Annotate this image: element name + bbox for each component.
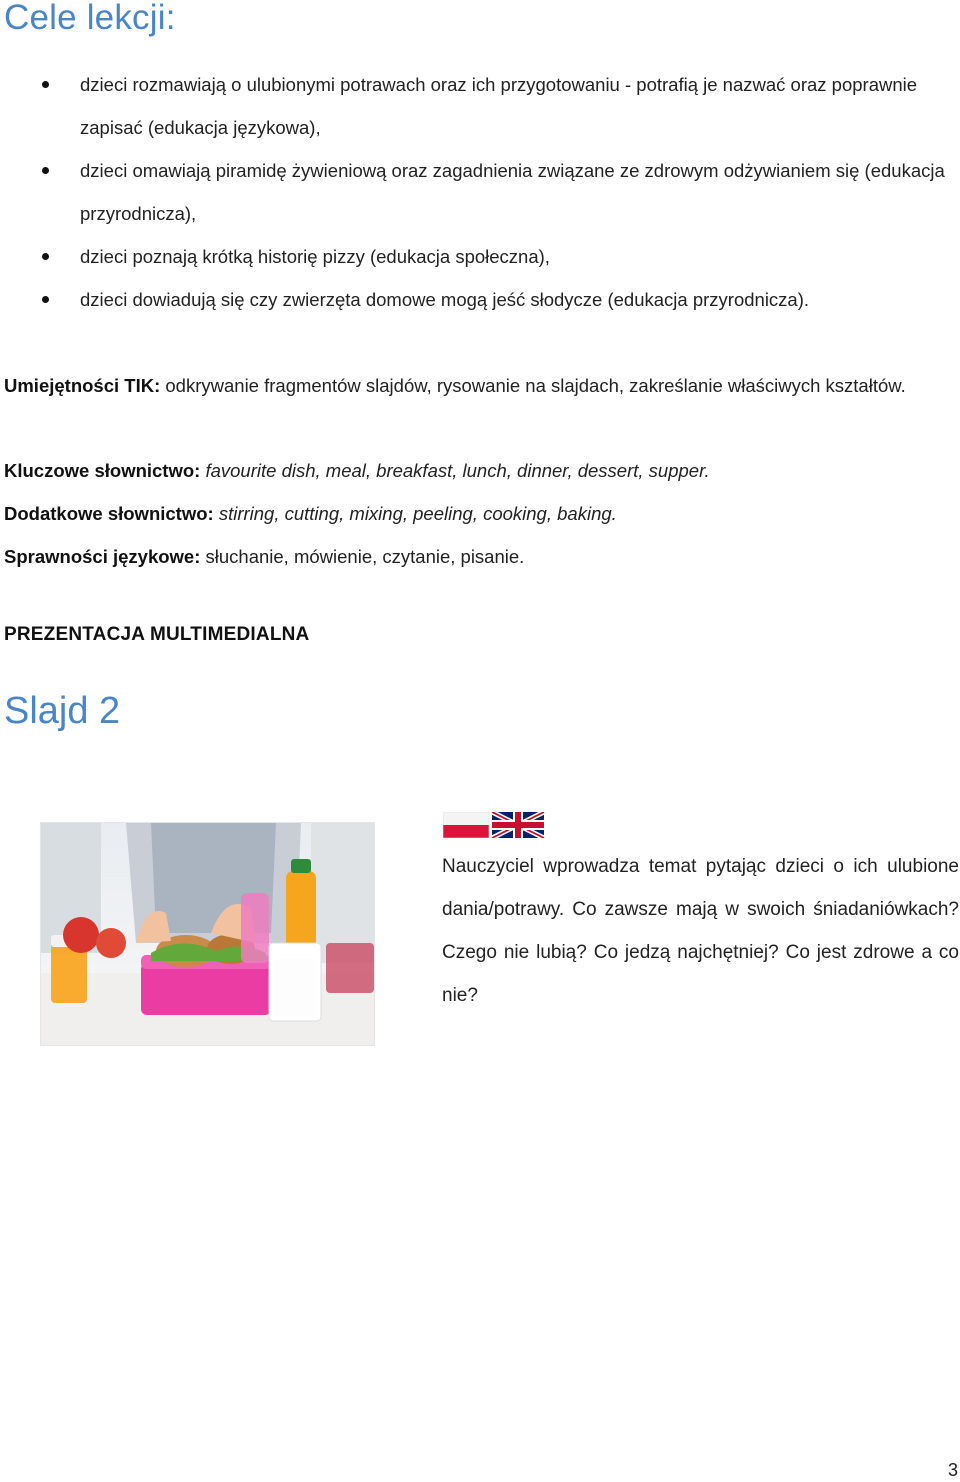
page-heading: Cele lekcji: xyxy=(4,0,176,37)
goals-list xyxy=(0,63,960,321)
bullet-icon xyxy=(42,253,49,260)
language-flags xyxy=(443,812,545,838)
lunchbox-illustration xyxy=(41,823,374,1045)
extra-vocab-text: stirring, cutting, mixing, peeling, cooking, baking. xyxy=(213,503,617,524)
key-vocab-label: Kluczowe słownictwo: xyxy=(4,460,201,481)
language-skills xyxy=(4,535,959,578)
extra-vocab-label: Dodatkowe słownictwo: xyxy=(4,503,214,524)
extra-vocabulary xyxy=(4,492,959,535)
bullet-icon xyxy=(42,81,49,88)
key-vocab-text: favourite dish, meal, breakfast, lunch, dinner, dessert, supper. xyxy=(200,460,710,481)
tik-text: odkrywanie fragmentów slajdów, rysowanie na slajdach, zakreślanie właściwych kształtów. xyxy=(160,375,906,396)
slide-description: Nauczyciel wprowadza temat pytając dzieci o ich ulubione dania/potrawy. Co zawsze mają w swoich śniadaniówkach? Czego nie lubią? Co jedzą najchętniej? Co jest zdrowe a co nie? xyxy=(442,856,959,1006)
key-vocabulary xyxy=(4,449,959,492)
slide-title: Slajd 2 xyxy=(4,690,121,732)
bullet-icon xyxy=(42,296,49,303)
page-number: 3 xyxy=(947,1460,958,1480)
section-title: PREZENTACJA MULTIMEDIALNA xyxy=(4,624,310,645)
tik-label: Umiejętności TIK: xyxy=(4,375,161,396)
list-item: dzieci omawiają piramidę żywieniową oraz zagadnienia związane ze zdrowym odżywianiem się (edukacja przyrodnicza), xyxy=(0,149,960,235)
list-item: dzieci poznają krótką historię pizzy (edukacja społeczna), xyxy=(0,235,960,278)
tik-skills xyxy=(4,364,959,407)
poland-flag-icon xyxy=(443,812,489,838)
flags-graphic xyxy=(443,812,545,838)
skills-label: Sprawności językowe: xyxy=(4,546,201,567)
uk-flag-icon xyxy=(492,812,544,838)
list-item: dzieci rozmawiają o ulubionymi potrawach oraz ich przygotowaniu - potrafią je nazwać oraz poprawnie zapisać (edukacja językowa), xyxy=(0,63,960,149)
list-item: dzieci dowiadują się czy zwierzęta domowe mogą jeść słodycze (edukacja przyrodnicza). xyxy=(0,278,960,321)
bullet-icon xyxy=(42,167,49,174)
lunchbox-photo xyxy=(40,822,375,1046)
skills-text: słuchanie, mówienie, czytanie, pisanie. xyxy=(200,546,525,567)
